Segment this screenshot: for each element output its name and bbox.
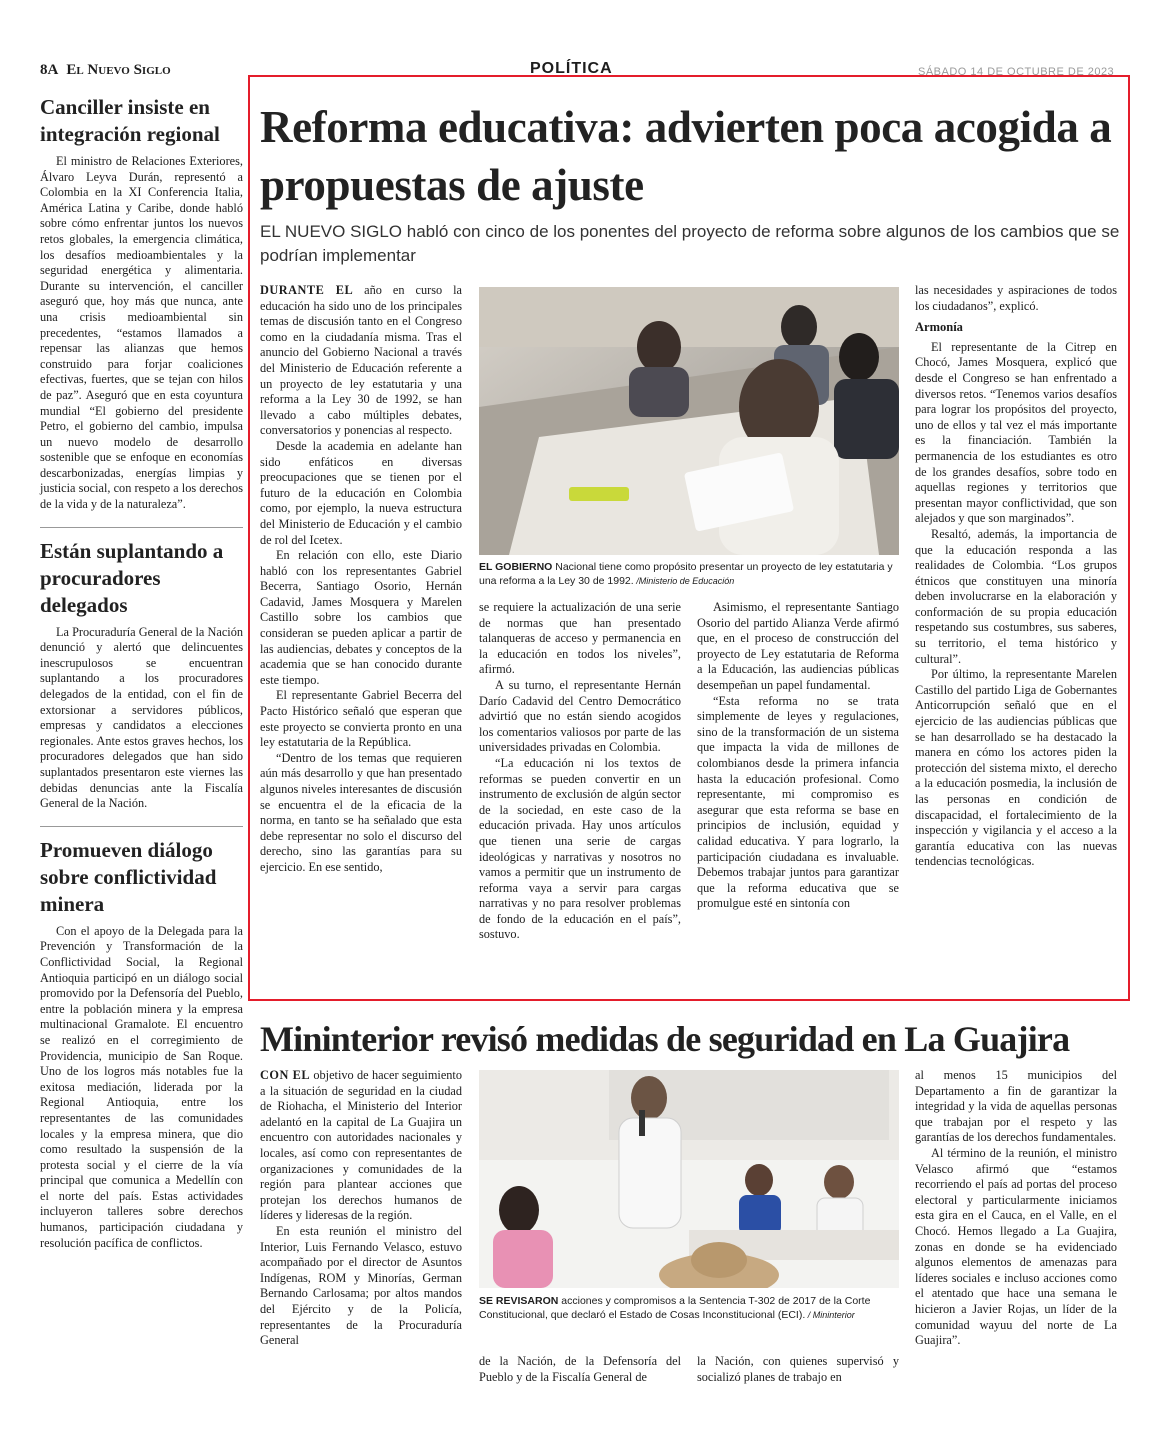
sidebar-briefs [40,94,243,1251]
caption-lead: SE REVISARON [479,1295,559,1307]
paragraph: la Nación, con quienes supervisó y socializó planes de trabajo en [697,1354,899,1384]
photo-caption [479,1294,899,1322]
paragraph: Desde la academia en adelante han sido enfáticos en diversas preocupaciones que se tienen por el futuro de la educación en Colombia como, por ejemplo, la nueva estructura del Ministerio de Educación y el cambio de rol del Icetex. [260,438,462,547]
article-column-1 [260,1068,462,1349]
photo-credit: /Ministerio de Educación [633,576,735,586]
page-folio [40,62,171,79]
paragraph: año en curso la educación ha sido uno de los principales temas de discusión tanto en el Congreso como en la ciudadanía misma. Tras el anuncio del Gobierno Nacional a través del Ministerio de Educación referente a un proyecto de ley estatutaria y una reforma a la Ley 30 de 1992, se han llevado a cabo múltiples debates, conversatorios y ponencias al respecto. [260,283,462,438]
article-column-4 [915,283,1117,870]
paragraph: “Dentro de los temas que requieren aún más desarrollo y que han presentado algunos niveles interesantes de discusión se encuentra el de la eficacia de la norma, en tanto se ha señalado que esta debe representar no solo el discurso del derecho, sino las garantías para su ejercicio. En ese sentido, [260,750,462,874]
caption-lead: EL GOBIERNO [479,561,553,573]
divider [40,826,243,827]
brief-canciller [40,94,243,513]
article-column-4 [915,1068,1117,1349]
paragraph: Al término de la reunión, el ministro Velasco afirmó que “estamos recorriendo el país ad portas del proceso electoral y particularmente iniciamos esta gira en el Cauca, en el Valle, en el Chocó. Hemos llegado a La Guajira, zonas en donde se ha evidenciado algunos elementos de amenazas para líderes sociales e incluso acciones como el atentado que hace una semana le hicieron a Javier Rojas, un líder de la comunidad wayuu del norte de La Guajira”. [915,1145,1117,1348]
lead-in: DURANTE EL [260,283,354,297]
brief-body: El ministro de Relaciones Exteriores, Álvaro Leyva Durán, representó a Colombia en la XI Conferencia Italia, América Latina y Caribe, donde habló sobre cómo enfrentar juntos los nuevos retos globales, la emergencia climática, los desafíos medioambientales y la seguridad energética y alimentaria. Durante su intervención, el canciller aseguró que, hoy más que nunca, ante una crisis medioambiental sin precedentes, “estamos llamados a repensar las alianzas que hemos construido para forjar coaliciones efectivas, fuertes, que se tejan con hilos de paz”. Aseguró que en esta coyuntura mundial “El gobierno del presidente Petro, el gobierno del cambio, impulsa un nuevo modelo de desarrollo sostenible que se enfoque en economías descarbonizadas, energías limpias y justicia social, con respeto a los derechos de la vida y de la naturaleza”. [40,154,243,512]
brief-title: Están suplantando a procuradores delegados [40,538,224,617]
article-column-3 [697,1354,899,1385]
meeting-photo [479,1070,899,1288]
education-photo [479,287,899,555]
paragraph: A su turno, el representante Hernán Darío Cadavid del Centro Democrático advirtió que no están siendo acogidos los comentarios valiosos por parte de las universidades privadas en Colombia. [479,677,681,755]
paragraph: El representante Gabriel Becerra del Pacto Histórico señaló que esperan que este proyecto se convierta pronto en una ley estatutaria de la República. [260,688,462,750]
paragraph: En esta reunión el ministro del Interior, Luis Fernando Velasco, estuvo acompañado por el director de Asuntos Indígenas, ROM y Minorías, German Bernando Carlosama; por altos mandos del Ejército y de la Policía, representantes de la Procuraduría General [260,1223,462,1348]
article-subtitle: EL NUEVO SIGLO habló con cinco de los ponentes del proyecto de reforma sobre algunos de los cambios que se podrían implementar [260,222,1120,265]
section-subhead: Armonía [915,320,963,335]
article-column-2 [479,1354,681,1385]
caption-text: Nacional tiene como propósito presentar un proyecto de ley estatutaria y una reforma a la Ley 30 de 1992. [479,561,893,587]
article-headline: Reforma educativa: advierten poca acogida a propuestas de ajuste [260,102,1112,210]
article-column-3 [697,600,899,912]
brief-procuradores [40,538,243,812]
paragraph: Resaltó, además, la importancia de que la educación responda a las realidades de Colombia. “Los grupos étnicos que constituyen una minoría deben involucrarse en la elaboración y conformación de su propia educación respetando sus costumbres, sus saberes, su territorio, el tema histórico y cultural”. [915,526,1117,666]
brief-mineria [40,837,243,1251]
paragraph: las necesidades y aspiraciones de todos los ciudadanos”, explicó. [915,283,1117,313]
brief-body: Con el apoyo de la Delegada para la Prevención y Transformación de la Conflictividad Social, la Regional Antioquia participó en un diálogo social promovido por la Defensoría del Pueblo, entre la población minera y la empresa multinacional Gramalote. El encuentro se realizó en el corregimiento de Providencia, municipio de San Roque. Uno de los logros más notables fue la exitosa mediación, liderada por la Regional Antioquia, entre los representantes de las comunidades locales y la empresa minera, que dio como resultado la suspensión de la protesta social y el cierre de la vía principal que comunica a Medellín con el norte del país. Estas actividades incluyeron talleres sobre derechos humanos, participación ciudadana y resolución pacífica de conflictos. [40,923,243,1250]
issue-date: SÁBADO 14 DE OCTUBRE DE 2023 [918,66,1115,78]
article-column-1 [260,283,462,876]
brief-title: Promueven diálogo sobre conflictividad minera [40,837,217,916]
paragraph: al menos 15 municipios del Departamento a fin de garantizar la integridad y la vida de aquellas personas que trabajan por el respeto y las garantías de los derechos fundamentales. [915,1068,1117,1145]
paragraph: “Esta reforma no se trata simplemente de leyes y regulaciones, sino de la transformación de un sistema que impacta la vida de millones de colombianos desde la primera infancia hasta la educación profesional. Como representante, mi compromiso es asegurar que esta reforma se base en principios de inclusión, equidad y calidad educativa. Y para lograrlo, la participación ciudadana es invaluable. Debemos trabajar juntos para garantizar que la reforma educativa que se promulgue esté en sintonía con [697,693,899,911]
photo-credit: / Mininterior [805,1310,855,1320]
newspaper-name: El Nuevo Siglo [66,62,171,78]
paragraph: “La educación ni los textos de reformas se pueden convertir en un instrumento de exclusión de algún sector de la sociedad, en este caso de la educación privada. Hay unos artículos que tienen una serie de cargas ideológicas y narrativas y nosotros no vamos a permitir que un instrumento de reforma vaya a servir para cargas narrativas y no para resolver problemas de fondo de la educación en el país”, sostuvo. [479,755,681,942]
caption-text: acciones y compromisos a la Sentencia T-302 de 2017 de la Corte Constitucional, que declaró el Estado de Cosas Inconstitucional (ECI). [479,1295,871,1321]
brief-body: La Procuraduría General de la Nación denunció y alertó que delincuentes inescrupulosos se encuentran suplantando a los procuradores delegados de la entidad, con el fin de extorsionar a servidores públicos, empresas y candidatos a elecciones regionales. Ante estos graves hechos, los procuradores delegados que han sido suplantados presentaron este viernes las debidas denuncias ante la Fiscalía General de la Nación. [40,624,243,811]
students-illustration [479,287,899,555]
article-headline: Mininterior revisó medidas de seguridad en La Guajira [260,1019,1070,1059]
brief-title: Canciller insiste en integración regional [40,95,220,146]
paragraph: objetivo de hacer seguimiento a la situación de seguridad en la ciudad de Riohacha, el Ministerio del Interior adelantó en la capital de La Guajira un encuentro con autoridades nacionales y locales, así como con representantes de organizaciones y comunidades de la región para plantear acciones que protejan los derechos humanos de líderes y lideresas de la región. [260,1068,462,1223]
lead-in: CON EL [260,1068,311,1082]
meeting-illustration [479,1070,899,1288]
section-label: POLÍTICA [530,60,613,77]
paragraph: En relación con ello, este Diario habló con los representantes Gabriel Becerra, Santiago Osorio, Hernán Cadavid, James Mosquera y Marelen Castillo sobre los cambios que consideran se pueden aplicar a partir de las audiencias, debates y conceptos de la academia que se han conocido durante este tiempo. [260,548,462,687]
paragraph: Asimismo, el representante Santiago Osorio del partido Alianza Verde afirmó que, en el proceso de construcción del proyecto de Ley estatutaria de Reforma a la Educación, las audiencias públicas desempeñan un papel fundamental. [697,600,899,692]
paragraph: El representante de la Citrep en Chocó, James Mosquera, explicó que desde el Congreso se han enfrentado a diversos retos. “Tenemos varios desafíos para lograr los propósitos del proyecto, uno de ellos y tal vez el más importante es la financiación. También la permanencia de los estudiantes es otro de los grandes desafíos, sobre todo en aquellas regiones y territorios que presentan mayor conflictividad, que son alejados y que son marginados”. [915,339,1117,526]
paragraph: se requiere la actualización de una serie de normas que han presentado talanqueras de acceso y permanencia en la educación en todos los niveles”, afirmó. [479,600,681,677]
paragraph: Por último, la representante Marelen Castillo del partido Liga de Gobernantes Anticorrupción señaló que en el ejercicio de las audiencias públicas que se han desarrollado se ha destacado la manera en cómo los actores piden la protección del sistema mixto, el derecho a la educación posmedia, la inclusión de las personas en condición de discapacidad, el fortalecimiento de la inspección y vigilancia y el acceso a la garantía educativa con las nuevas tendencias tecnológicas. [915,667,1117,869]
article-column-2 [479,600,681,943]
page-number: 8A [40,62,59,78]
paragraph: de la Nación, de la Defensoría del Pueblo y de la Fiscalía General de [479,1354,681,1384]
divider [40,527,243,528]
photo-caption [479,560,899,588]
